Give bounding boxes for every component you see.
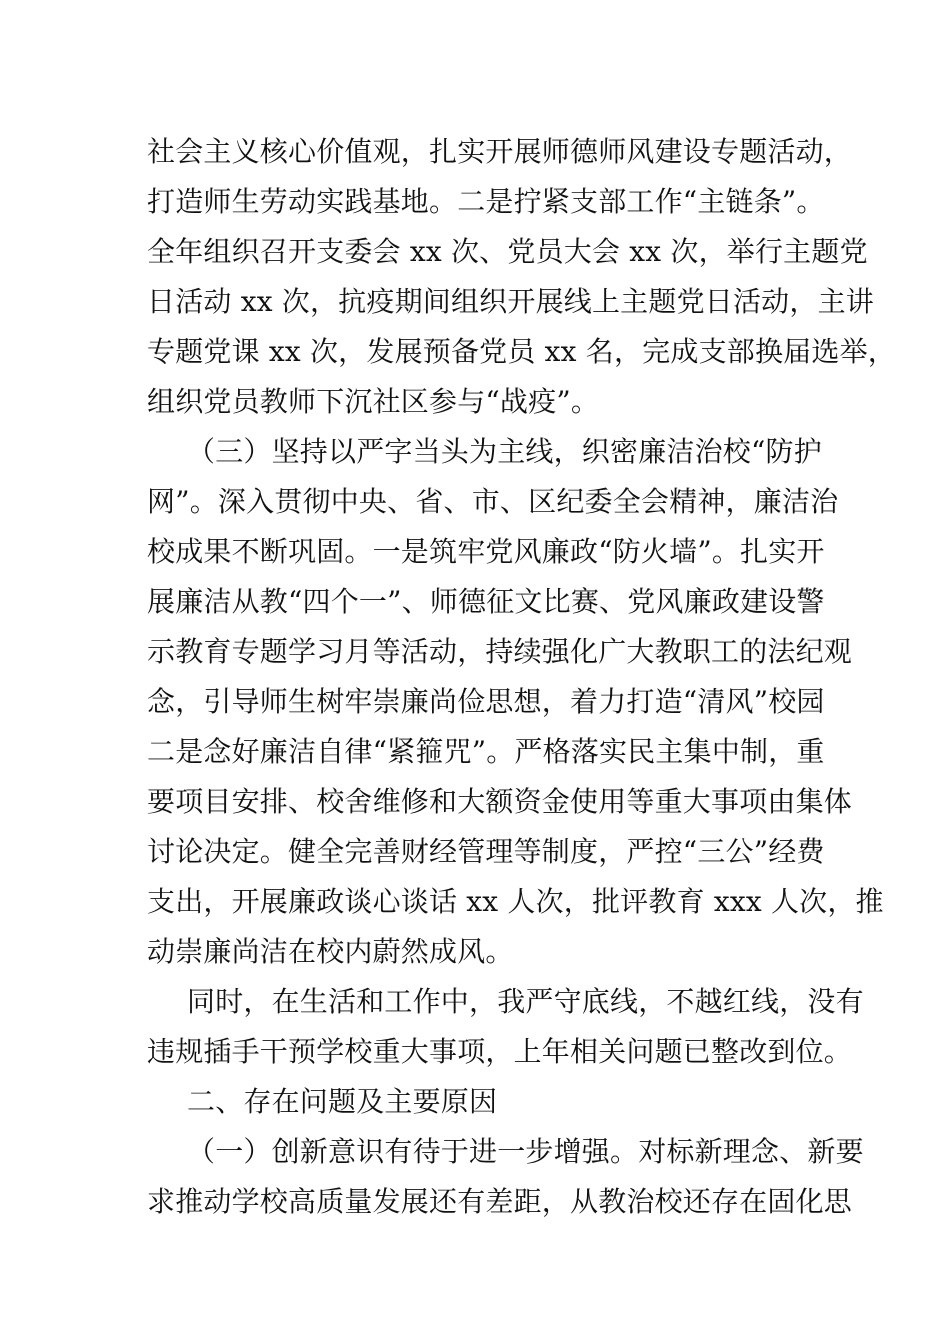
- text-line: 展廉洁从教“四个一”、师德征文比赛、党风廉政建设警: [147, 585, 825, 618]
- section-heading: 二、存在问题及主要原因: [187, 1085, 498, 1118]
- paragraph-start-line: （一）创新意识有待于进一步增强。对标新理念、新要: [187, 1135, 864, 1168]
- paragraph-start-line: 同时，在生活和工作中，我严守底线，不越红线，没有: [187, 985, 864, 1018]
- text-line: 专题党课 xx 次，发展预备党员 xx 名，完成支部换届选举，: [147, 335, 896, 368]
- text-line: 全年组织召开支委会 xx 次、党员大会 xx 次，举行主题党: [147, 235, 868, 268]
- text-line: 打造师生劳动实践基地。二是拧紧支部工作“主链条”。: [147, 185, 825, 218]
- text-line: 求推动学校高质量发展还有差距，从教治校还存在固化思: [147, 1185, 853, 1218]
- text-line: 日活动 xx 次，抗疫期间组织开展线上主题党日活动，主讲: [147, 285, 874, 318]
- text-line: 要项目安排、校舍维修和大额资金使用等重大事项由集体: [147, 785, 853, 818]
- text-line: 网”。深入贯彻中央、省、市、区纪委全会精神，廉洁治: [147, 485, 839, 518]
- text-line: 违规插手干预学校重大事项，上年相关问题已整改到位。: [147, 1035, 853, 1068]
- text-line: 组织党员教师下沉社区参与“战疫”。: [147, 385, 600, 418]
- text-line: 念，引导师生树牢崇廉尚俭思想，着力打造“清风”校园: [147, 685, 825, 718]
- paragraph-start-line: （三）坚持以严字当头为主线，织密廉洁治校“防护: [187, 435, 822, 468]
- text-line: 校成果不断巩固。一是筑牢党风廉政“防火墙”。扎实开: [147, 535, 825, 568]
- text-line: 社会主义核心价值观，扎实开展师德师风建设专题活动，: [147, 135, 853, 168]
- text-line: 示教育专题学习月等活动，持续强化广大教职工的法纪观: [147, 635, 853, 668]
- text-line: 支出，开展廉政谈心谈话 xx 人次，批评教育 xxx 人次，推: [147, 885, 884, 918]
- text-line: 动崇廉尚洁在校内蔚然成风。: [147, 935, 514, 968]
- text-line: 讨论决定。健全完善财经管理等制度，严控“三公”经费: [147, 835, 825, 868]
- text-line: 二是念好廉洁自律“紧箍咒”。严格落实民主集中制，重: [147, 735, 825, 768]
